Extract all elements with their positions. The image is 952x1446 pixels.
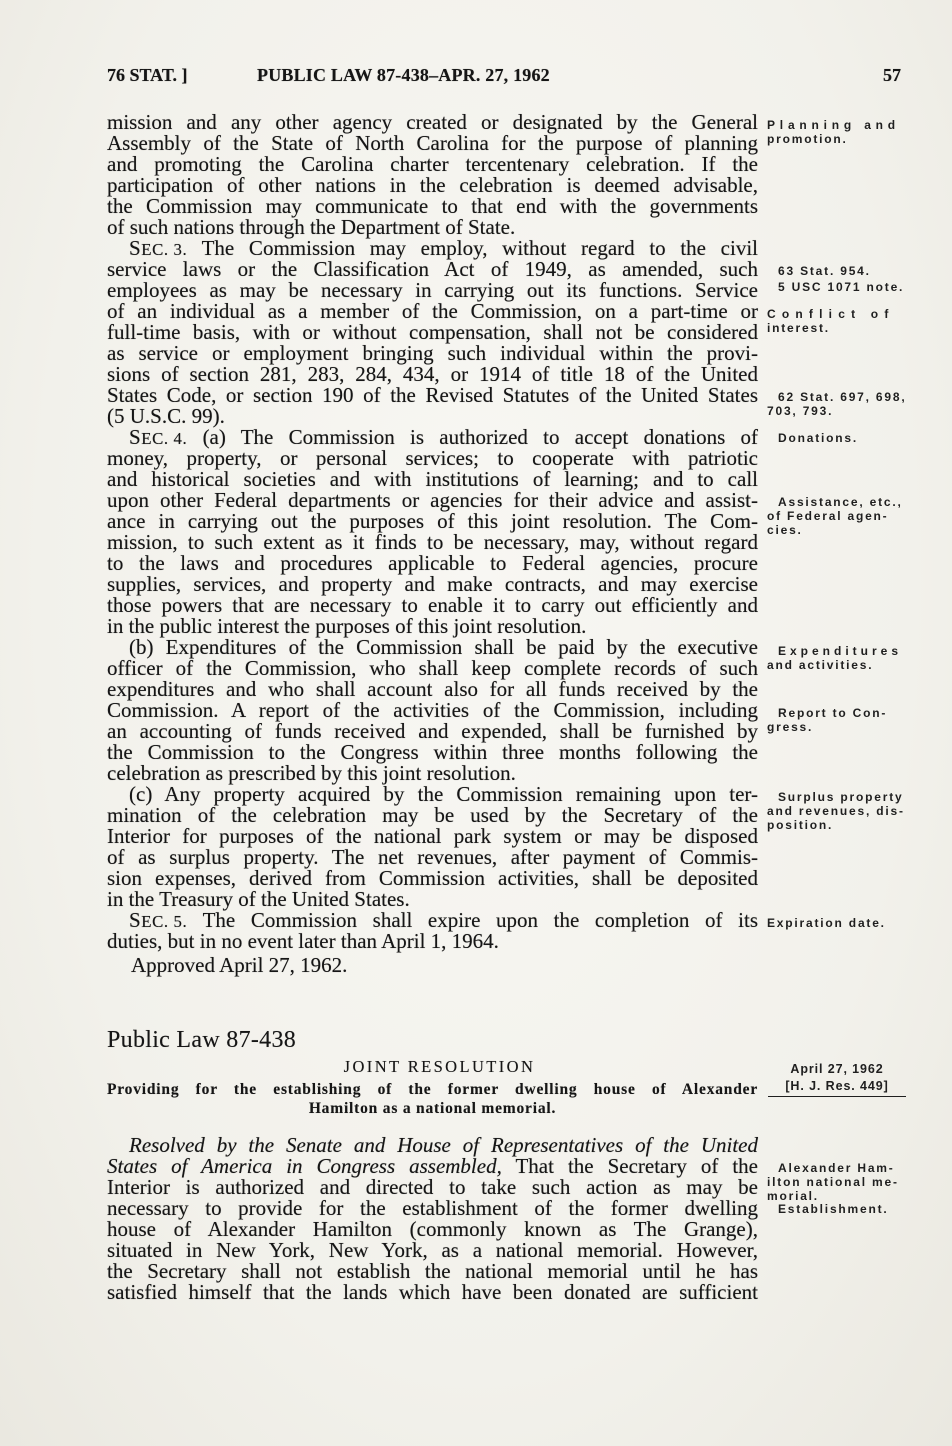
text-line: celebration as prescribed by this joint resolution.	[107, 761, 516, 785]
margin-note-enactment-date	[768, 1061, 906, 1097]
margin-note-line: of Federal agen-	[767, 509, 889, 523]
text-line: (5 U.S.C. 99).	[107, 404, 225, 428]
text-line: employees as may be necessary in carrying out its functions. Service	[107, 278, 758, 302]
text-line-content: The Commission may employ, without regard to the civil	[201, 236, 758, 260]
margin-note-line: 5 USC 1071 note.	[778, 280, 905, 294]
text-line: officer of the Commission, who shall keep complete records of such	[107, 656, 758, 680]
margin-note-statute-citation	[767, 390, 906, 418]
margin-note-assistance	[767, 495, 903, 537]
margin-note-line: 62 Stat. 697, 698,	[778, 390, 907, 404]
text-line: Interior is authorized and directed to take such action as may be	[107, 1175, 758, 1199]
margin-note-line: Report to Con-	[778, 706, 888, 720]
section-label: SEC. 3.	[129, 236, 188, 260]
margin-note-line: position.	[767, 818, 834, 832]
text-line: in the Treasury of the United States.	[107, 887, 410, 911]
margin-note-line: Donations.	[778, 431, 858, 445]
margin-note-expiration	[767, 916, 886, 930]
volume-citation: 76 STAT. ]	[107, 65, 188, 85]
margin-note-line: and activities.	[767, 658, 874, 672]
text-line: supplies, services, and property and make contracts, and may exercise	[107, 572, 758, 596]
margin-note-line: April 27, 1962	[790, 1062, 884, 1076]
text-line: the Secretary shall not establish the national memorial until he has	[107, 1259, 758, 1283]
paragraph-continuation	[107, 112, 758, 238]
margin-note-line: Conflict of	[767, 307, 895, 321]
purpose-line: Hamilton as a national memorial.	[308, 1100, 557, 1117]
margin-note-line: and revenues, dis-	[767, 804, 905, 818]
enacting-clause-line: Resolved by the Senate and House of Representatives of the United	[129, 1133, 758, 1157]
paragraph-section-4a	[107, 427, 758, 637]
resolution-purpose	[107, 1080, 758, 1118]
text-line: to the laws and procedures applicable to Federal agencies, procure	[107, 551, 758, 575]
public-law-heading: Public Law 87-438	[107, 1027, 297, 1053]
running-title: PUBLIC LAW 87-438–APR. 27, 1962	[257, 65, 550, 85]
margin-note-statute-citation	[767, 263, 904, 295]
text-line: necessary to provide for the establishment of the former dwelling	[107, 1196, 758, 1220]
text-line: ance in carrying out the purposes of this joint resolution. The Com-	[107, 509, 758, 533]
text-line: mination of the celebration may be used by the Secretary of the	[107, 803, 758, 827]
text-line: mission and any other agency created or designated by the General	[107, 110, 758, 134]
text-line: expenditures and who shall account also for all funds received by the	[107, 677, 758, 701]
section-label: SEC. 4.	[129, 425, 188, 449]
paragraph-section-4c	[107, 784, 758, 910]
text-line: money, property, or personal services; to cooperate with patriotic	[107, 446, 758, 470]
margin-note-hamilton-memorial	[767, 1161, 899, 1203]
margin-note-conflict-of-interest	[767, 307, 895, 335]
text-line: situated in New York, New York, as a national memorial. However,	[107, 1238, 758, 1262]
margin-note-establishment	[767, 1202, 889, 1216]
text-line: of an individual as a member of the Commission, on a part-time or	[107, 299, 758, 323]
text-line: (b) Expenditures of the Commission shall be paid by the executive	[129, 635, 758, 659]
margin-note-line: interest.	[767, 321, 830, 335]
text-line-content: The Commission shall expire upon the completion of its	[202, 908, 758, 932]
margin-note-line: gress.	[767, 720, 814, 734]
text-line: sion expenses, derived from Commission activities, shall be deposited	[107, 866, 758, 890]
text-line	[107, 427, 758, 448]
margin-note-donations	[767, 431, 858, 445]
text-line: participation of other nations in the celebration is deemed advisable,	[107, 173, 758, 197]
margin-note-line: 703, 793.	[767, 404, 834, 418]
margin-note-line: Expiration date.	[767, 916, 886, 930]
purpose-line: Providing for the establishing of the former dwelling house of Alexander	[107, 1081, 758, 1098]
paragraph-section-4b	[107, 637, 758, 784]
margin-note-line: [H. J. Res. 449]	[768, 1078, 906, 1097]
text-line: the Commission may communicate to that end with the governments	[107, 194, 758, 218]
resolution-text	[107, 1135, 758, 1303]
margin-note-line: Planning and	[767, 118, 900, 132]
margin-note-line: promotion.	[767, 132, 848, 146]
margin-note-line: morial.	[767, 1189, 819, 1203]
margin-note-planning	[767, 118, 900, 146]
margin-note-line: Alexander Ham-	[778, 1161, 895, 1175]
text-line: and historical societies and with institutions of learning; and to call	[107, 467, 758, 491]
text-line: upon other Federal departments or agencies for their advice and assist-	[107, 488, 758, 512]
text-line: Interior for purposes of the national park system or may be disposed	[107, 824, 758, 848]
text-line: Commission. A report of the activities of the Commission, including	[107, 698, 758, 722]
text-line: an accounting of funds received and expended, shall be furnished by	[107, 719, 758, 743]
margin-note-line: Expenditures	[778, 644, 903, 658]
text-line	[107, 1156, 758, 1177]
text-line: sions of section 281, 283, 284, 434, or 1914 of title 18 of the United	[107, 362, 758, 386]
page-number: 57	[883, 65, 901, 85]
enacting-clause-line: States of America in Congress assembled,	[107, 1154, 502, 1178]
document-type-heading: JOINT RESOLUTION	[343, 1057, 536, 1076]
text-line-content: (a) The Commission is authorized to accept donations of	[202, 425, 758, 449]
text-line: (c) Any property acquired by the Commission remaining upon ter-	[129, 782, 758, 806]
text-line: those powers that are necessary to enable it to carry out efficiently and	[107, 593, 758, 617]
text-line: Assembly of the State of North Carolina for the purpose of planning	[107, 131, 758, 155]
margin-note-line: Surplus property	[778, 790, 904, 804]
text-line	[107, 238, 758, 259]
text-line: mission, to such extent as it finds to be necessary, may, without regard	[107, 530, 758, 554]
text-line: service laws or the Classification Act of 1949, as amended, such	[107, 257, 758, 281]
margin-note-expenditures	[767, 644, 902, 672]
margin-note-line: cies.	[767, 523, 803, 537]
text-line: full-time basis, with or without compensation, shall not be considered	[107, 320, 758, 344]
paragraph-section-3	[107, 238, 758, 427]
text-line: in the public interest the purposes of this joint resolution.	[107, 614, 587, 638]
text-line: and promoting the Carolina charter tercentenary celebration. If the	[107, 152, 758, 176]
text-line: of as surplus property. The net revenues, after payment of Commis-	[107, 845, 758, 869]
margin-note-line: ilton national me-	[767, 1175, 899, 1189]
statute-body-text	[107, 112, 758, 976]
approval-line: Approved April 27, 1962.	[131, 953, 348, 977]
text-line: the Commission to the Congress within three months following the	[107, 740, 758, 764]
text-line: duties, but in no event later than April 1, 1964.	[107, 929, 499, 953]
margin-note-line: 63 Stat. 954.	[778, 264, 871, 278]
text-line: satisfied himself that the lands which have been donated are sufficient	[107, 1280, 758, 1304]
paragraph-section-5	[107, 910, 758, 952]
text-line: house of Alexander Hamilton (commonly known as The Grange),	[107, 1217, 758, 1241]
margin-note-line: Establishment.	[778, 1202, 889, 1216]
text-line-content: That the Secretary of the	[515, 1154, 758, 1178]
margin-note-surplus-property	[767, 790, 905, 832]
margin-note-line: Assistance, etc.,	[778, 495, 903, 509]
section-label: SEC. 5.	[129, 908, 188, 932]
text-line: of such nations through the Department of State.	[107, 215, 516, 239]
text-line	[107, 910, 758, 931]
text-line: as service or employment bringing such individual within the provi-	[107, 341, 758, 365]
margin-note-report	[767, 706, 887, 734]
text-line: States Code, or section 190 of the Revised Statutes of the United States	[107, 383, 758, 407]
